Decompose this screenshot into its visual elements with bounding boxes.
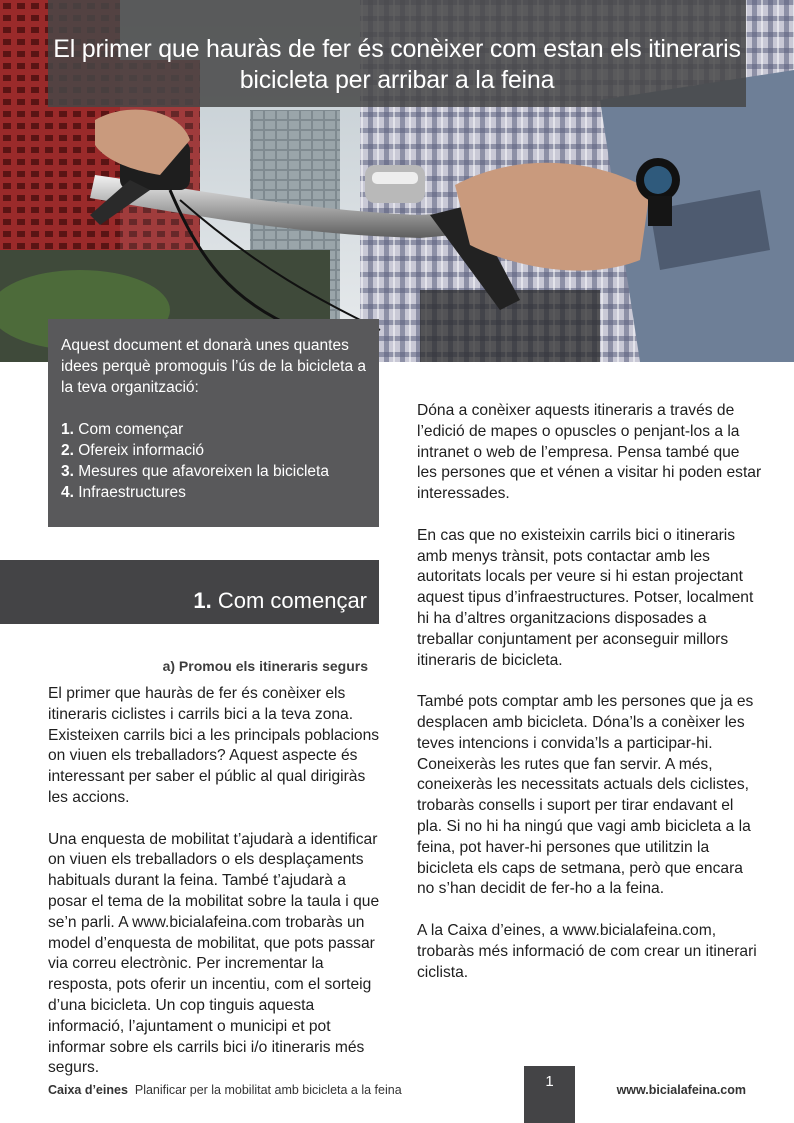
intro-box (48, 319, 379, 527)
contents-item (61, 482, 367, 503)
contents-item-label: Mesures que afavoreixen la bicicleta (78, 463, 329, 480)
contents-item-number: 1. (61, 421, 74, 438)
contents-item (61, 461, 367, 482)
contents-item-label: Com començar (78, 421, 184, 438)
right-column (417, 401, 762, 1004)
body-paragraph: En cas que no existeixin carrils bici o itineraris amb menys trànsit, pots contactar amb les autoritats locals per veure si hi estan projectant aquest tipus d’infraestructures. Potser, localment hi ha d’altres organitzacions disposades a treballar conjuntament per aconseguir millors itineraris de bicicleta. (417, 526, 754, 669)
body-paragraph: Dóna a conèixer aquests itineraris a través de l’edició de mapes o opuscles o penjant-los a la intranet o web de l’empresa. Pensa també que les persones que et vénen a visitar hi poden estar interessades. (417, 402, 762, 503)
body-paragraph: El primer que hauràs de fer és conèixer els itineraris ciclistes i carrils bici a la teva zona. Existeixen carrils bici a les principals poblacions on viuen els treballadors? Aquest aspecte és interessant per saber el públic al qual dirigiràs les accions. (48, 685, 380, 806)
page-number-box (524, 1066, 575, 1123)
section-title: Com començar (217, 588, 367, 613)
body-paragraph: Una enquesta de mobilitat t’ajudarà a identificar on viuen els treballadors o els desplaçaments habituals durant la feina. També t’ajudarà a posar el tema de la mobilitat sobre la taula i que se’n parli. A www.bicialafeina.com trobaràs un model d’enquesta de mobilitat, que pots passar via correu electrònic. Per incrementar la resposta, pots oferir un incentiu, com el sorteig d’una bicicleta. Un cop tinguis aquesta informació, l’ajuntament o municipi et pot informar sobre els carrils bici i/o itineraris més segurs. (48, 830, 380, 1077)
contents-item (61, 440, 367, 461)
hero-title-line: bicicleta per arribar a la feina (239, 66, 555, 94)
contents-list (61, 419, 367, 503)
hero-title-band (48, 0, 746, 107)
contents-item-number: 2. (61, 442, 74, 459)
section-heading-bar (0, 560, 379, 624)
contents-item-label: Ofereix informació (78, 442, 205, 459)
hero-title-line: El primer que hauràs de fer és conèixer com estan els itineraris (53, 35, 741, 63)
footer-url[interactable]: www.bicialafeina.com (616, 1083, 746, 1097)
body-paragraph: A la Caixa d’eines, a www.bicialafeina.com, trobaràs més informació de com crear un itinerari ciclista. (417, 921, 757, 981)
footer-subtitle: Planificar per la mobilitat amb bicicleta a la feina (134, 1083, 402, 1097)
footer-title (48, 1083, 402, 1097)
body-paragraph: També pots comptar amb les persones que ja es desplacen amb bicicleta. Dóna’ls a conèixer les teves intencions i convida’ls a participar-hi. Coneixeràs les rutes que fan servir. A més, coneixeràs les necessitats actuals dels ciclistes, trobaràs consells i suport per tirar endavant el pla. Si no hi ha ningú que vagi amb bicicleta a la feina, pot haver-hi persones que utilitzin la bicicleta els caps de setmana, però que encara no s’han decidit de fer-ho a la feina. (417, 693, 754, 898)
contents-item-label: Infraestructures (78, 484, 186, 501)
footer-brand: Caixa d’eines (48, 1083, 128, 1097)
subsection-heading: a) Promou els itineraris segurs (162, 658, 368, 674)
contents-item-number: 4. (61, 484, 74, 501)
page-number: 1 (545, 1073, 554, 1090)
contents-item-number: 3. (61, 463, 74, 480)
left-column (48, 684, 388, 1100)
intro-text: Aquest document et donarà unes quantes idees perquè promoguis l’ús de la bicicleta a la teva organització: (61, 337, 367, 396)
contents-item (61, 419, 367, 440)
section-number: 1. (193, 588, 212, 613)
